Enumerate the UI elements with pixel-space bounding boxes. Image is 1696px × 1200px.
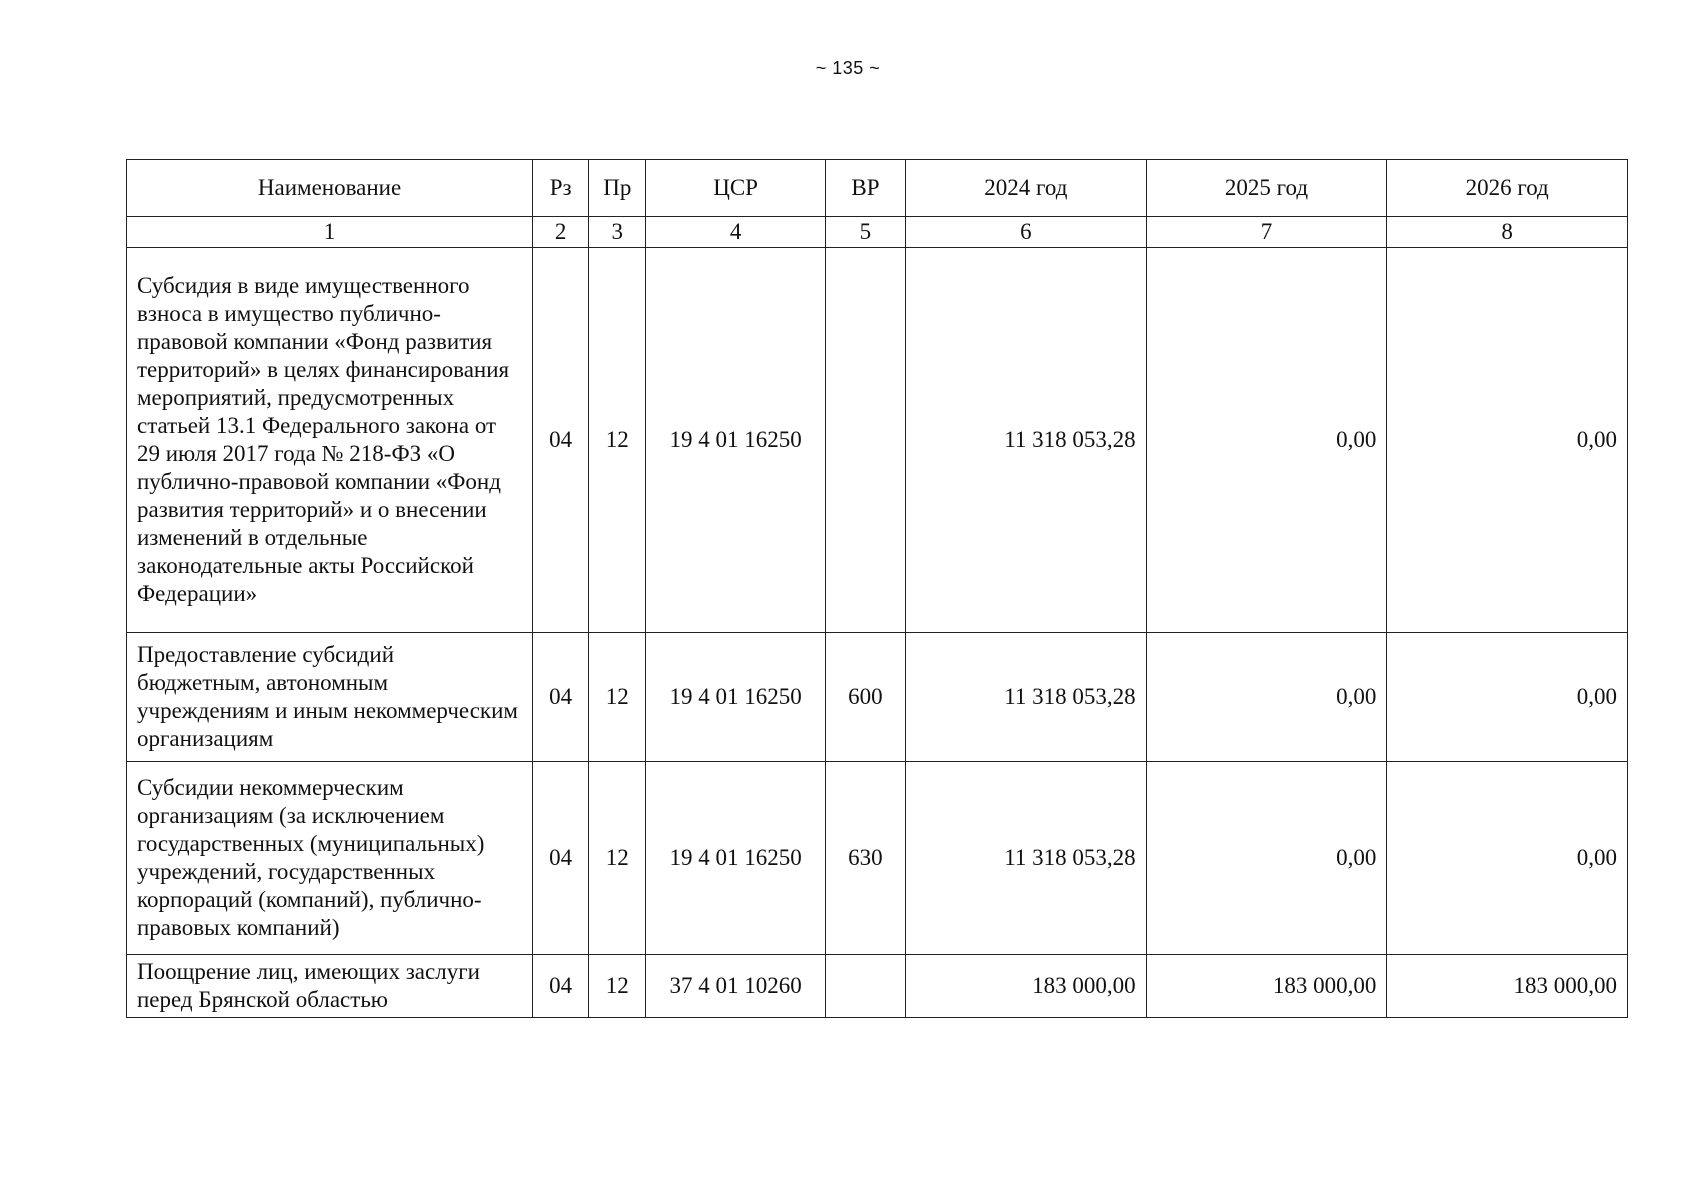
header-pr: Пр bbox=[589, 160, 646, 217]
column-number: 7 bbox=[1146, 217, 1387, 248]
table-row bbox=[127, 248, 1628, 633]
row-pr: 12 bbox=[589, 248, 646, 633]
row-pr: 12 bbox=[589, 633, 646, 762]
column-number: 3 bbox=[589, 217, 646, 248]
row-csr: 37 4 01 10260 bbox=[646, 955, 825, 1018]
row-name: Субсидии некоммерческим организациям (за исключением государственных (муниципальных) учреждений, государственных корпораций (компаний), публично-правовых компаний) bbox=[127, 762, 533, 955]
row-2024: 183 000,00 bbox=[906, 955, 1147, 1018]
row-2025: 183 000,00 bbox=[1146, 955, 1387, 1018]
header-2026: 2026 год bbox=[1387, 160, 1628, 217]
row-pr: 12 bbox=[589, 955, 646, 1018]
row-2024: 11 318 053,28 bbox=[906, 762, 1147, 955]
row-rz: 04 bbox=[533, 762, 589, 955]
row-2026: 0,00 bbox=[1387, 633, 1628, 762]
row-2025: 0,00 bbox=[1146, 633, 1387, 762]
row-2026: 183 000,00 bbox=[1387, 955, 1628, 1018]
page-number: ~ 135 ~ bbox=[815, 58, 881, 78]
row-rz: 04 bbox=[533, 633, 589, 762]
column-number: 2 bbox=[533, 217, 589, 248]
row-2024: 11 318 053,28 bbox=[906, 248, 1147, 633]
header-2025: 2025 год bbox=[1146, 160, 1387, 217]
row-name: Предоставление субсидий бюджетным, автономным учреждениям и иным некоммерческим организациям bbox=[127, 633, 533, 762]
row-2026: 0,00 bbox=[1387, 248, 1628, 633]
header-name: Наименование bbox=[127, 160, 533, 217]
budget-table bbox=[126, 159, 1628, 1018]
column-number: 1 bbox=[127, 217, 533, 248]
row-csr: 19 4 01 16250 bbox=[646, 762, 825, 955]
row-2024: 11 318 053,28 bbox=[906, 633, 1147, 762]
table-row bbox=[127, 633, 1628, 762]
column-number: 6 bbox=[906, 217, 1147, 248]
header-csr: ЦСР bbox=[646, 160, 825, 217]
row-rz: 04 bbox=[533, 248, 589, 633]
column-number-row bbox=[127, 217, 1628, 248]
row-2025: 0,00 bbox=[1146, 762, 1387, 955]
row-2026: 0,00 bbox=[1387, 762, 1628, 955]
row-vr bbox=[825, 248, 905, 633]
row-rz: 04 bbox=[533, 955, 589, 1018]
row-vr: 600 bbox=[825, 633, 905, 762]
header-rz: Рз bbox=[533, 160, 589, 217]
column-number: 5 bbox=[825, 217, 905, 248]
row-vr: 630 bbox=[825, 762, 905, 955]
row-vr bbox=[825, 955, 905, 1018]
table-row bbox=[127, 762, 1628, 955]
table-header-row bbox=[127, 160, 1628, 217]
column-number: 8 bbox=[1387, 217, 1628, 248]
row-csr: 19 4 01 16250 bbox=[646, 633, 825, 762]
header-vr: ВР bbox=[825, 160, 905, 217]
table-row bbox=[127, 955, 1628, 1018]
row-2025: 0,00 bbox=[1146, 248, 1387, 633]
column-number: 4 bbox=[646, 217, 825, 248]
row-name: Поощрение лиц, имеющих заслуги перед Брянской областью bbox=[127, 955, 533, 1018]
row-name: Субсидия в виде имущественного взноса в имущество публично-правовой компании «Фонд развития территорий» в целях финансирования мероприятий, предусмотренных статьей 13.1 Федерального закона от 29 июля 2017 года № 218-ФЗ «О публично-правовой компании «Фонд развития территорий» и о внесении изменений в отдельные законодательные акты Российской Федерации» bbox=[127, 248, 533, 633]
row-pr: 12 bbox=[589, 762, 646, 955]
row-csr: 19 4 01 16250 bbox=[646, 248, 825, 633]
header-2024: 2024 год bbox=[906, 160, 1147, 217]
